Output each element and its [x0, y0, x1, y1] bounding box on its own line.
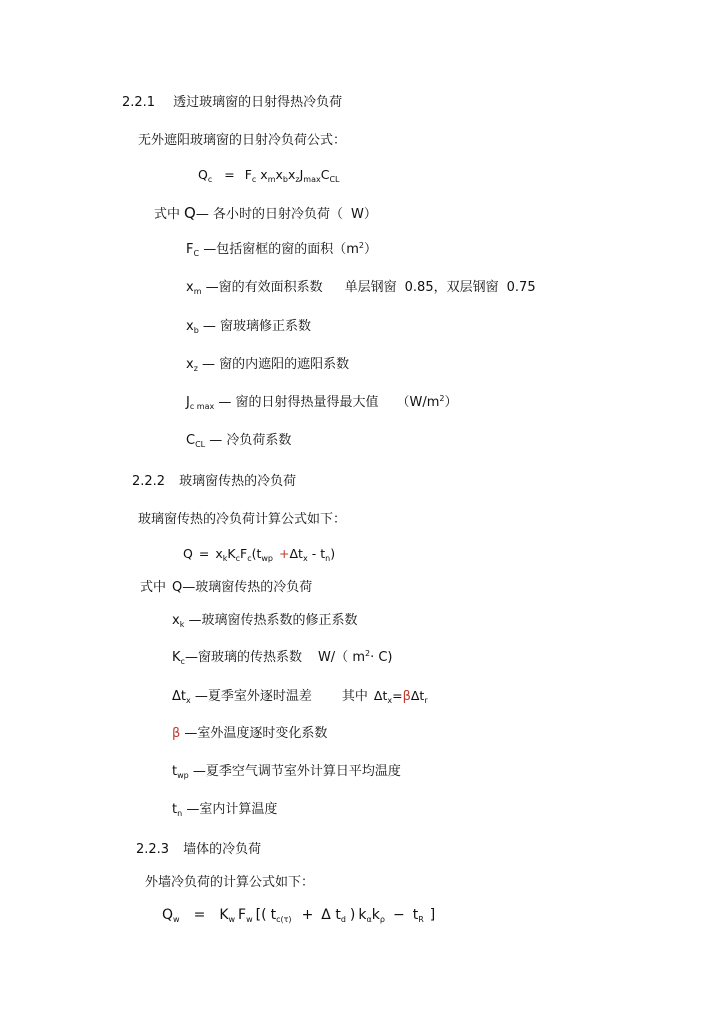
- definition-beta: β —室外温度逐时变化系数: [172, 726, 328, 741]
- formula-wall-load: $Q_w = K_w$ $F_w$ [( $t_{c(\tau)} + \Delta$ $t_d$ ) $k_\alpha k_\rho - t_R$ ]: [162, 907, 436, 924]
- section-number: 2.2.3: [136, 842, 170, 857]
- definition-jcmax: $J_{c max}$ — 窗的日射得热量得最大值 $(W/m^2)$: [186, 394, 458, 411]
- definition-delta-tx: $\Delta t_x$ —夏季室外逐时温差 其中 $\Delta t_x=\beta\Delta t_r$: [172, 688, 428, 705]
- intro-text: 外墙冷负荷的计算公式如下：: [145, 875, 315, 890]
- definition-xk: $x_k$ —玻璃窗传热系数的修正系数: [172, 613, 358, 629]
- definition-twp: $t_{wp}$ —夏季空气调节室外计算日平均温度: [172, 764, 401, 780]
- definition-ccl: $C_{CL}$ — 冷负荷系数: [186, 433, 292, 449]
- intro-text: 玻璃窗传热的冷负荷计算公式如下：: [138, 512, 347, 527]
- section-title: 玻璃窗传热的冷负荷: [179, 474, 297, 489]
- definition-tn: $t_n$ —室内计算温度: [172, 802, 278, 818]
- intro-text: 无外遮阳玻璃窗的日射冷负荷公式：: [138, 133, 347, 148]
- section-number: 2.2.2: [132, 474, 166, 489]
- definition-xb: $x_b$ — 窗玻璃修正系数: [186, 319, 312, 335]
- definition-q-window: 式中 Q—玻璃窗传热的冷负荷: [140, 580, 313, 595]
- definition-fc: $F_C$ —包括窗框的窗的面积$(m^2)$: [186, 241, 377, 258]
- section-title: 墙体的冷负荷: [183, 842, 262, 857]
- section-title: 透过玻璃窗的日射得热冷负荷: [173, 95, 343, 110]
- section-heading-2-2-1: [122, 95, 342, 111]
- definition-xm: $x_m$ —窗的有效面积系数 单层钢窗 0.85，双层钢窗 0.75: [186, 280, 536, 296]
- section-heading-2-2-3: [136, 842, 261, 858]
- section-number: 2.2.1: [122, 95, 156, 110]
- definition-q: 式中 Q— 各小时的日射冷负荷（ W）: [154, 204, 377, 222]
- definition-kc: $K_c—$窗玻璃的传热系数 W/（ $m^2\cdot C$): [172, 649, 393, 666]
- formula-solar-load: $Q_c = F_c$ $x_mx_bx_zJ_{max}C_{CL}$: [198, 167, 340, 184]
- definition-xz: $x_z$ — 窗的内遮阳的遮阳系数: [186, 357, 350, 373]
- section-heading-2-2-2: [132, 474, 296, 490]
- formula-window-conduction: $Q = x_kK_cF_c(t_{wp} +\Delta t_x - t_n)$: [183, 546, 336, 563]
